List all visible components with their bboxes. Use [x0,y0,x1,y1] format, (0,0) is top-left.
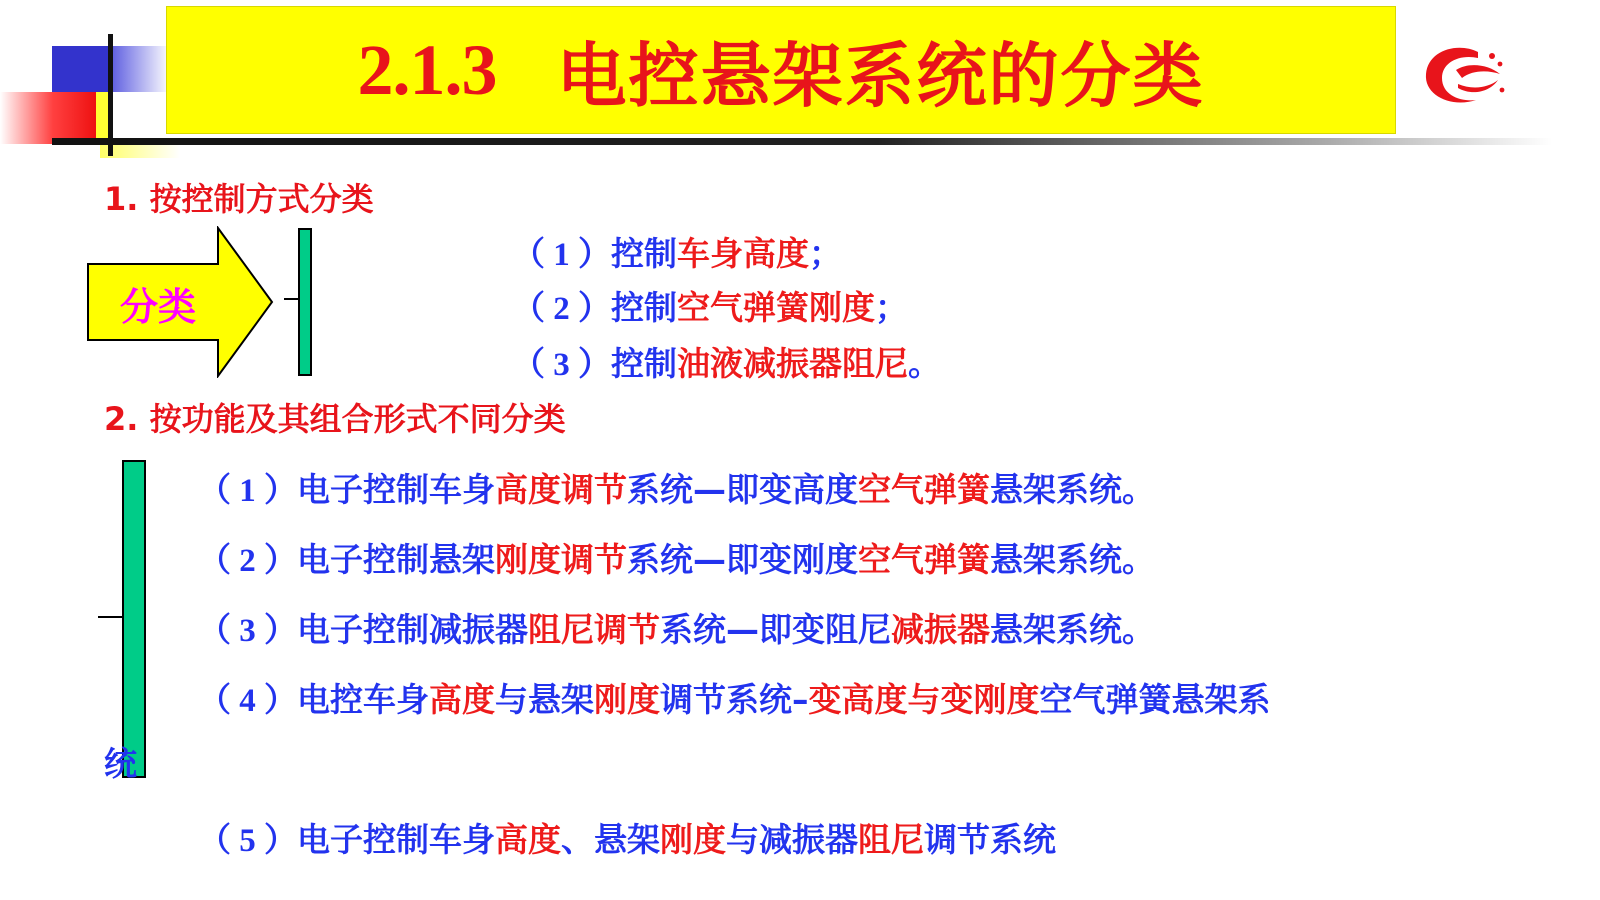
item-text: 悬架系统。 [990,610,1155,649]
highlighted-text: 空气弹簧 [858,540,990,579]
swirl-logo-icon [1418,40,1510,110]
highlighted-text: 刚度调节 [495,540,627,579]
item-text: 系统—即变刚度 [627,540,858,579]
item-text: 电子控制车身 [297,470,495,509]
item-text: 控制 [611,234,677,273]
header-divider-line [52,138,1552,145]
function-item-6 [198,814,1056,861]
function-item-5 [104,738,137,785]
item-text: 控制 [611,288,677,327]
item-number: （ 1 ） [512,237,611,273]
item-text: ； [809,234,842,273]
item-text: 与减振器 [726,820,858,859]
page-title: 电控悬架系统的分类 [556,34,1205,117]
function-item-1 [198,464,1155,511]
arrow-label: 分类 [120,285,197,329]
highlighted-text: 高度 [495,820,561,859]
item-number: （ 5 ） [198,823,297,859]
highlighted-text: 油液减振器阻尼 [677,344,908,383]
section1-heading: 1. 按控制方式分类 [104,180,374,218]
function-item-3 [198,604,1155,651]
highlighted-text: 阻尼 [858,820,924,859]
corner-decoration-blue-gradient [110,46,170,92]
highlighted-text: 高度 [429,680,495,719]
item-text: 控制 [611,344,677,383]
item-number: （ 2 ） [198,543,297,579]
title-number: 2.1.3 [357,29,497,110]
item-text: 空气弹簧悬架系 [1039,680,1271,719]
highlighted-text: 刚度 [660,820,726,859]
item-text: 电控车身 [297,680,429,719]
item-text: 。 [908,344,941,383]
highlighted-text: 空气弹簧 [858,470,990,509]
item-text: 调节系统 [924,820,1056,859]
highlighted-text: 空气弹簧刚度 [677,288,875,327]
item-text: 与悬架 [495,680,594,719]
item-text: ； [875,288,908,327]
highlighted-text: 减振器 [891,610,990,649]
section2-heading: 2. 按功能及其组合形式不同分类 [104,400,566,438]
highlighted-text: 高度调节 [495,470,627,509]
item-number: （ 2 ） [512,291,611,327]
item-text: 统 [104,744,137,783]
function-item-2 [198,534,1155,581]
item-text: 系统—即变阻尼 [660,610,891,649]
control-method-item-3 [512,338,941,385]
item-text: 电子控制车身 [297,820,495,859]
corner-decoration-blue-square [52,46,110,92]
item-number: （ 1 ） [198,473,297,509]
item-text: 悬架系统。 [990,470,1155,509]
item-text: 电子控制减振器 [297,610,528,649]
control-method-item-1 [512,228,842,275]
item-number: （ 3 ） [198,613,297,649]
highlighted-text: 阻尼调节 [528,610,660,649]
item-text: 系统—即变高度 [627,470,858,509]
corner-decoration-red-gradient [0,92,96,144]
function-item-4 [198,674,1271,721]
title-banner [166,6,1396,134]
highlighted-text: 刚度 [594,680,660,719]
item-number: （ 4 ） [198,683,297,719]
item-text: 电子控制悬架 [297,540,495,579]
highlighted-text: 车身高度 [677,234,809,273]
item-text: 、悬架 [561,820,660,859]
item-text: 悬架系统。 [990,540,1155,579]
brace-bar-1 [298,228,312,376]
item-text: 调节系统– [660,680,809,719]
highlighted-text: 变高度与变刚度 [808,680,1040,719]
brace-bar-2 [122,460,146,778]
item-number: （ 3 ） [512,347,611,383]
control-method-item-2 [512,282,908,329]
